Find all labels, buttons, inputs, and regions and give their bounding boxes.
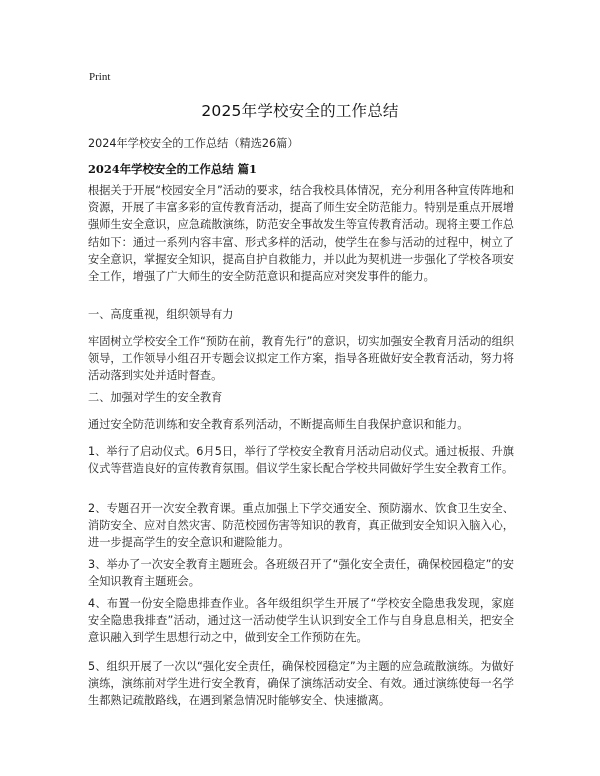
heading-1: 一、高度重视，组织领导有力 [88, 308, 234, 321]
heading-2: 二、加强对学生的安全教育 [88, 391, 223, 404]
paragraph-item-1: 1、举行了启动仪式。6月5日，举行了学校安全教育月活动启动仪式。通过板报、升旗仪式等营造良好的宣传教育氛围。倡议学生家长配合学校共同做好学生安全教育工作。 [88, 445, 514, 476]
paragraph-item-5: 5、组织开展了一次以“强化安全责任，确保校园稳定”为主题的应急疏散演练。为做好演练，演练前对学生进行安全教育，确保了演练活动安全、有效。通过演练使每一名学生都熟记疏散路线，在遇到紧急情况时能够安全、快速撤离。 [88, 660, 514, 708]
document-subtitle: 2024年学校安全的工作总结（精选26篇） [88, 137, 299, 150]
section-heading: 2024年学校安全的工作总结 篇1 [88, 162, 257, 176]
paragraph-leadership: 牢固树立学校安全工作“预防在前，教育先行”的意识，切实加强安全教育月活动的组织领导，工作领导小组召开专题会议拟定工作方案，指导各班做好安全教育活动，努力将活动落到实处并适时督查。 [88, 335, 514, 383]
paragraph-intro: 根据关于开展“校园安全月”活动的要求，结合我校具体情况，充分利用各种宣传阵地和资源，开展了丰富多彩的宣传教育活动，提高了师生安全防范能力。特别是重点开展增强师生安全意识，应急疏散演练，防范安全事故发生等宣传教育活动。现将主要工作总结如下：通过一系列内容丰富、形式多样的活动，使学生在参与活动的过程中，树立了安全意识，掌握安全知识，提高自护自救能力，并以此为契机进一步强化了学校各项安全工作，增强了广大师生的安全防范意识和提高应对突发事件的能力。 [88, 184, 514, 284]
paragraph-item-2: 2、专题召开一次安全教育课。重点加强上下学交通安全、预防溺水、饮食卫生安全、消防安全、应对自然灾害、防范校园伤害等知识的教育，真正做到安全知识入脑入心，进一步提高学生的安全意识和避险能力。 [88, 502, 514, 550]
paragraph-item-4: 4、布置一份安全隐患排查作业。各年级组织学生开展了“学校安全隐患我发现，家庭安全隐患我排查”活动，通过这一活动使学生认识到安全工作与自身息息相关，把安全意识融入到学生思想行动之中，做到安全工作预防在先。 [88, 597, 514, 645]
paragraph-item-3: 3、举办了一次安全教育主题班会。各班级召开了“强化安全责任，确保校园稳定”的安全知识教育主题班会。 [88, 558, 514, 589]
document-title: 2025年学校安全的工作总结 [201, 102, 399, 120]
print-label[interactable]: Print [89, 71, 111, 83]
paragraph-training: 通过安全防范训练和安全教育系列活动，不断提高师生自我保护意识和能力。 [88, 418, 469, 431]
